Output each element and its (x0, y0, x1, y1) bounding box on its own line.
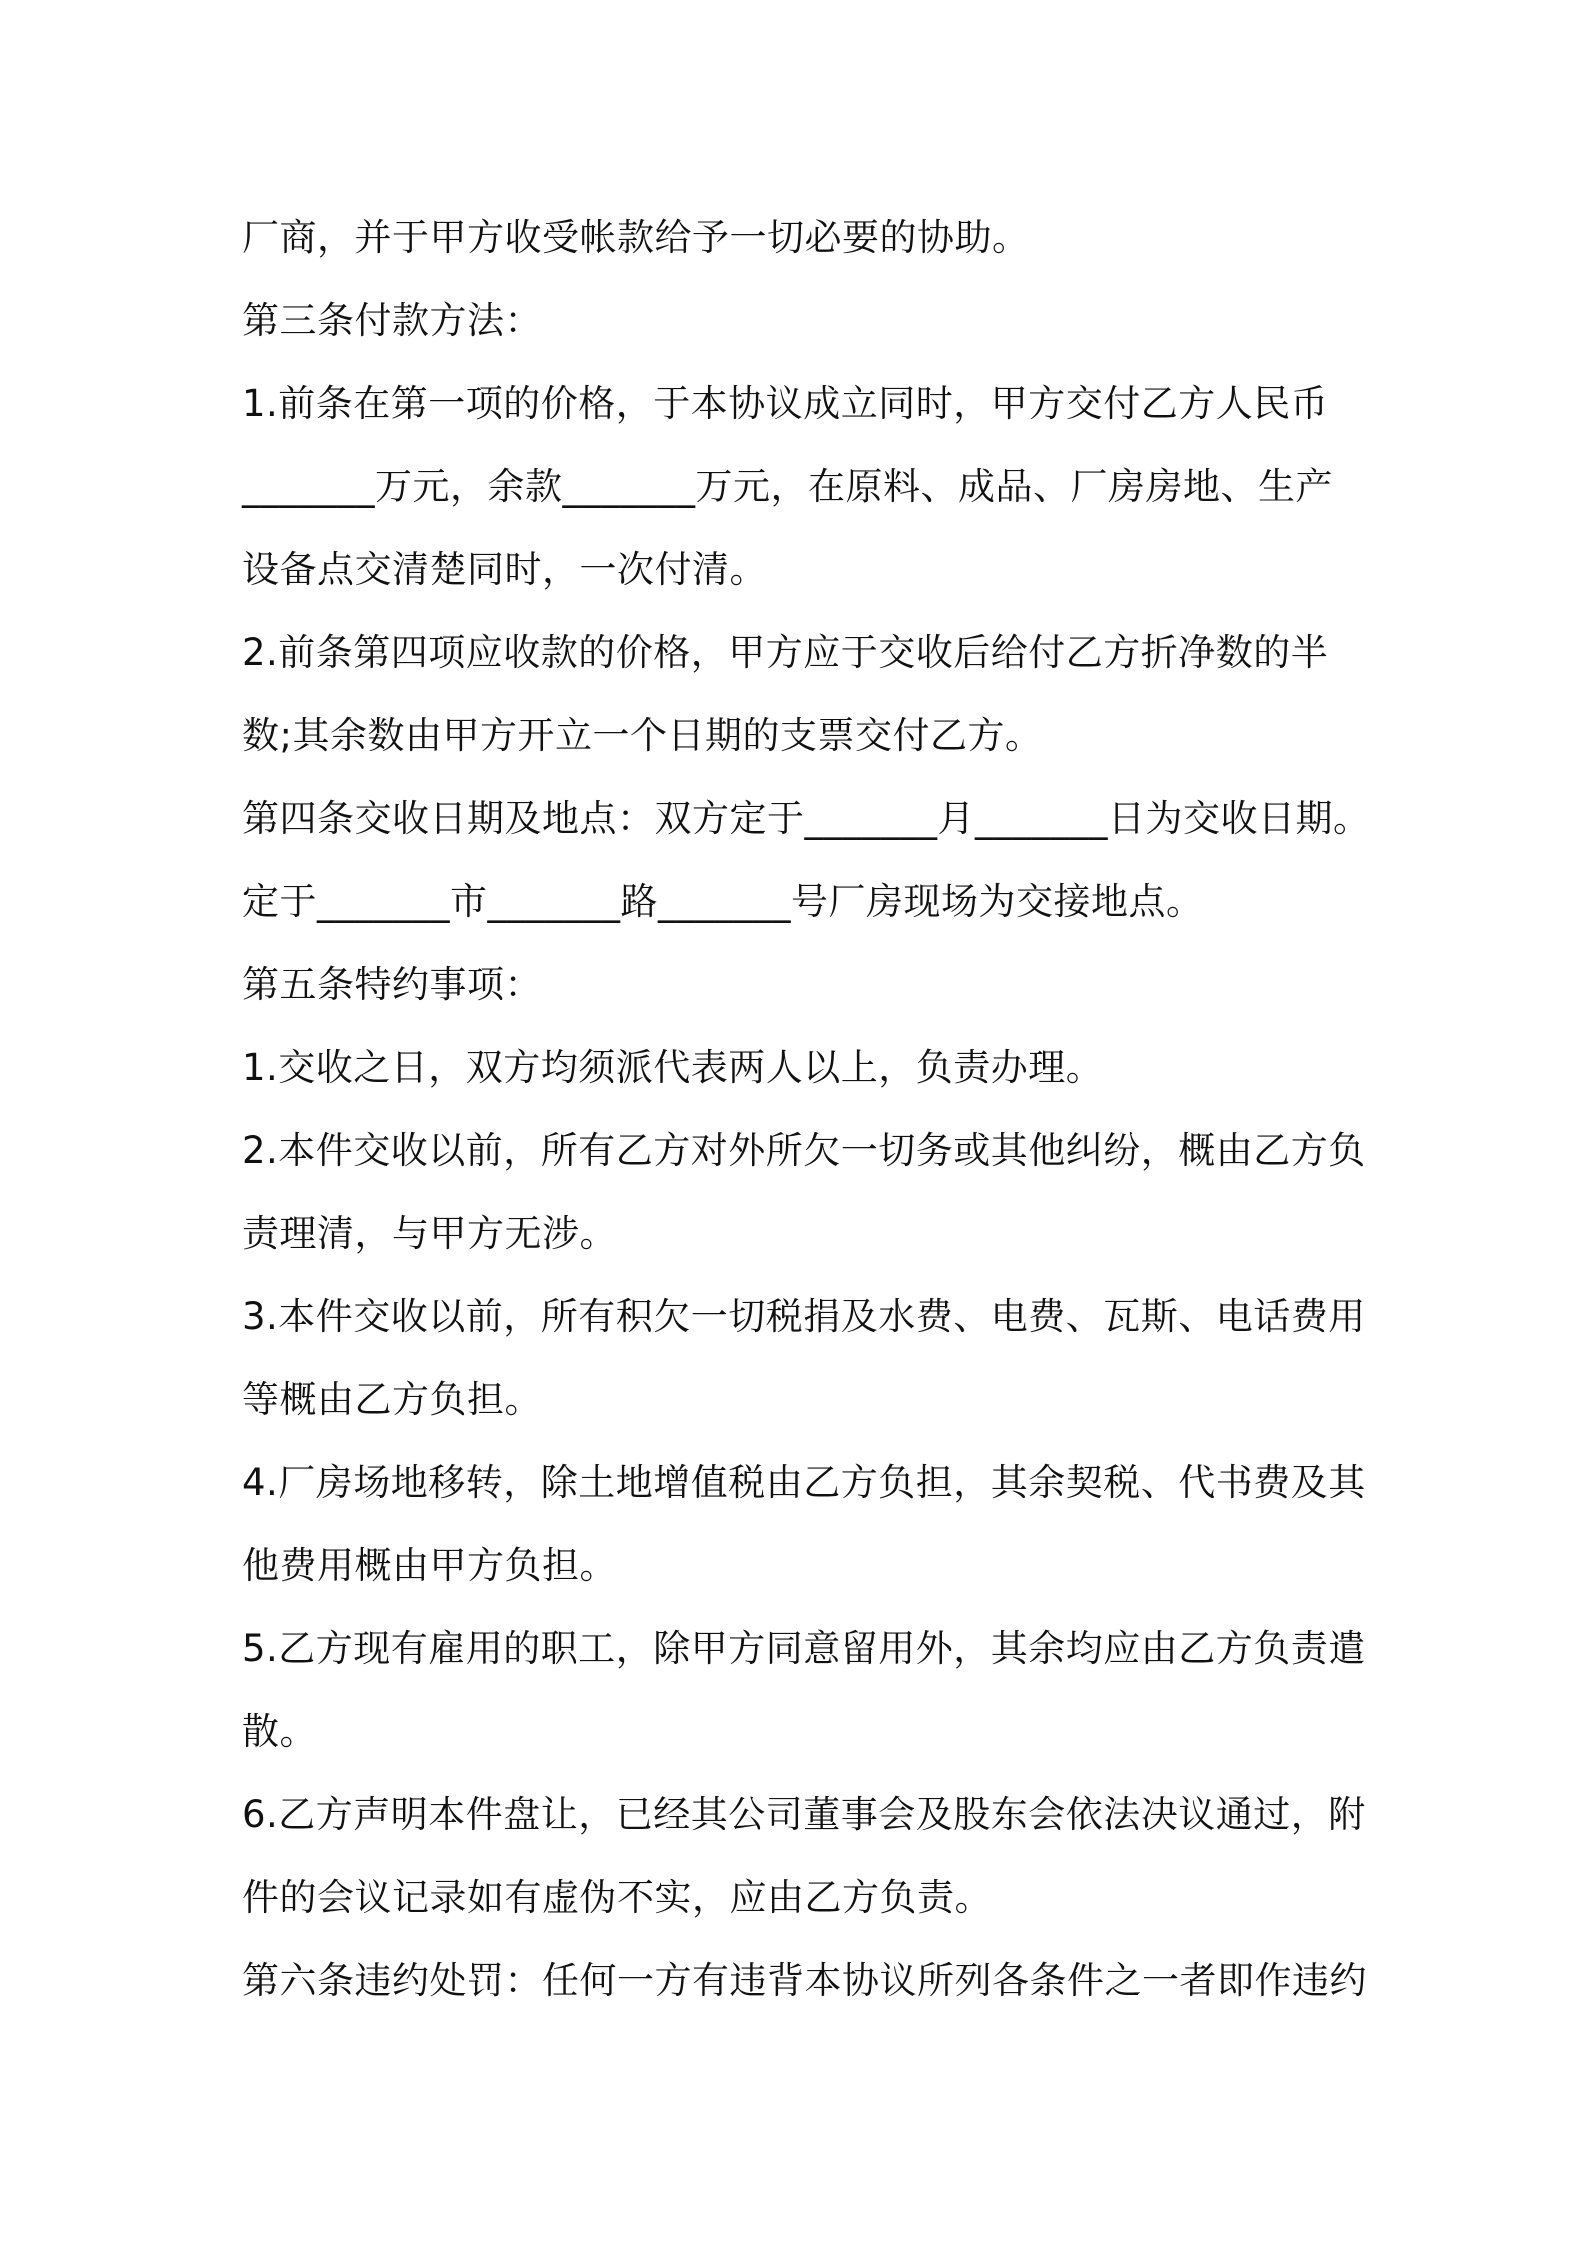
text-line: 3.本件交收以前，所有积欠一切税捐及水费、电费、瓦斯、电话费用 (242, 1295, 1366, 1338)
section-heading-article-5: 第五条特约事项： (242, 963, 542, 1006)
text-line: 责理清，与甲方无涉。 (242, 1212, 617, 1255)
text-line: 厂商，并于甲方收受帐款给予一切必要的协助。 (242, 216, 1030, 259)
section-heading-article-3: 第三条付款方法： (242, 299, 542, 342)
text-line: _______万元，余款_______万元，在原料、成品、厂房房地、生产 (242, 465, 1333, 508)
text-line: 等概由乙方负担。 (242, 1378, 542, 1421)
text-line: 件的会议记录如有虚伪不实，应由乙方负责。 (242, 1876, 992, 1919)
text-line: 1.前条在第一项的价格，于本协议成立同时，甲方交付乙方人民币 (242, 382, 1329, 425)
text-line: 数;其余数由甲方开立一个日期的支票交付乙方。 (242, 714, 1043, 757)
text-line: 2.本件交收以前，所有乙方对外所欠一切务或其他纠纷，概由乙方负 (242, 1129, 1366, 1172)
section-heading-article-6: 第六条违约处罚：任何一方有违背本协议所列各条件之一者即作违约 (242, 1959, 1367, 2002)
section-heading-article-4: 第四条交收日期及地点：双方定于_______月_______日为交收日期。 (242, 797, 1371, 840)
text-line: 6.乙方声明本件盘让，已经其公司董事会及股东会依法决议通过，附 (242, 1793, 1366, 1836)
text-line: 他费用概由甲方负担。 (242, 1544, 617, 1587)
text-line: 4.厂房场地移转，除土地增值税由乙方负担，其余契税、代书费及其 (242, 1461, 1366, 1504)
text-line: 设备点交清楚同时，一次付清。 (242, 548, 767, 591)
text-line: 散。 (242, 1710, 317, 1753)
text-line: 5.乙方现有雇用的职工，除甲方同意留用外，其余均应由乙方负责遣 (242, 1627, 1366, 1670)
text-line: 1.交收之日，双方均须派代表两人以上，负责办理。 (242, 1046, 1104, 1089)
text-line: 定于_______市_______路_______号厂房现场为交接地点。 (242, 880, 1204, 923)
document-body (242, 196, 1372, 2022)
text-line: 2.前条第四项应收款的价格，甲方应于交收后给付乙方折净数的半 (242, 631, 1329, 674)
